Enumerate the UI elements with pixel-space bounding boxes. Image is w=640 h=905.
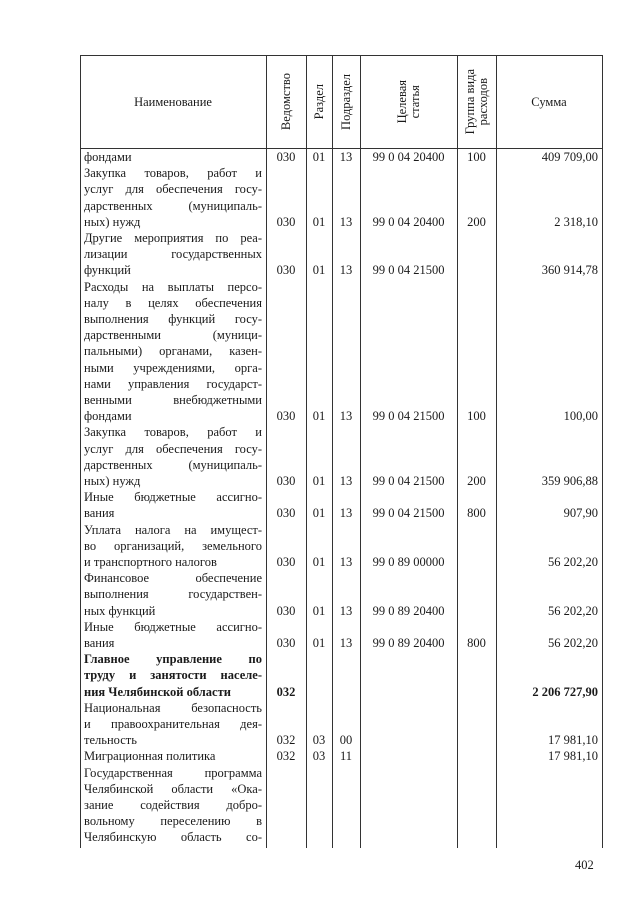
row-name-line: Национальная безопасность [84, 700, 262, 715]
row-ved: 030 [276, 150, 296, 164]
table-row [0, 700, 640, 749]
row-name-line: Челябинскую область со- [84, 830, 262, 845]
row-razd: 01 [312, 635, 326, 650]
table-row [0, 765, 640, 846]
row-name-line: дарственными (муници- [84, 328, 262, 343]
table-row [0, 279, 640, 425]
row-name-line: тельность [84, 733, 137, 748]
row-podr: 13 [339, 473, 353, 488]
row-ved: 032 [276, 749, 296, 764]
row-name-line: вания [84, 506, 115, 521]
table-row [0, 522, 640, 571]
row-name [84, 522, 262, 571]
row-name-line: ных функций [84, 603, 156, 618]
row-cel: 99 0 89 20400 [372, 603, 445, 618]
row-podr: 11 [339, 749, 353, 764]
row-name [84, 279, 262, 425]
row-razd: 01 [312, 214, 326, 229]
row-name-line: ных) нужд [84, 474, 141, 488]
row-sum: 360 914,78 [541, 263, 598, 278]
row-razd: 01 [312, 150, 326, 164]
header-name: Наименование [134, 94, 212, 109]
row-ved: 030 [276, 263, 296, 278]
row-razd: 01 [312, 409, 326, 424]
row-ved: 030 [276, 409, 296, 424]
row-grp: 800 [467, 635, 486, 650]
row-razd: 01 [312, 263, 326, 278]
row-podr: 13 [339, 506, 353, 521]
row-name-line: услуг для обеспечения госу- [84, 182, 262, 197]
table-row [0, 489, 640, 521]
row-name-line: нами управления государст- [84, 376, 262, 391]
row-name [84, 165, 262, 230]
row-name-line: дарственных (муниципаль- [84, 457, 262, 472]
header-razdel: Раздел [311, 83, 326, 120]
row-sum: 56 202,20 [548, 554, 598, 569]
row-podr: 13 [339, 263, 353, 278]
row-podr: 00 [339, 733, 353, 748]
row-name-line: Главное управление по [84, 652, 262, 667]
row-sum: 56 202,20 [548, 635, 598, 650]
row-name-line: Иные бюджетные ассигно- [84, 619, 262, 634]
header-summa: Сумма [531, 94, 567, 109]
row-sum: 17 981,10 [548, 733, 598, 748]
row-ved: 030 [276, 506, 296, 521]
row-podr: 13 [339, 635, 353, 650]
row-name [84, 230, 262, 279]
row-podr: 13 [339, 603, 353, 618]
row-name-line: вания [84, 636, 115, 650]
row-grp: 100 [467, 409, 486, 424]
row-name-line: функций [84, 263, 131, 278]
row-razd: 01 [312, 473, 326, 488]
row-podr: 13 [339, 214, 353, 229]
row-razd: 03 [312, 733, 326, 748]
row-sum: 56 202,20 [548, 603, 598, 618]
header-vedomstvo: Ведомство [278, 72, 293, 131]
row-name-line: и транспортного налогов [84, 555, 217, 569]
page-number: 402 [575, 858, 594, 872]
row-name-line: услуг для обеспечения госу- [84, 441, 262, 456]
row-name-line: налу в целях обеспечения [84, 295, 262, 310]
row-name-line: Уплата налога на имущест- [84, 522, 262, 537]
row-razd: 01 [312, 506, 326, 521]
row-ved: 032 [276, 684, 296, 699]
row-name-line: фондами [84, 150, 132, 164]
table-row [0, 748, 640, 764]
row-sum: 359 906,88 [541, 473, 598, 488]
row-name-line: и правоохранительная дея- [84, 717, 262, 731]
header-celevaya: Целевая статья [394, 79, 422, 124]
row-name-line: Миграционная политика [84, 749, 216, 764]
row-name-line: во организаций, земельного [84, 538, 262, 553]
row-name-line: Другие мероприятия по реа- [84, 231, 262, 245]
row-name-line: дарственных (муниципаль- [84, 198, 262, 213]
row-name [84, 765, 262, 846]
row-cel: 99 0 04 21500 [372, 409, 445, 424]
row-sum: 100,00 [563, 409, 598, 424]
row-name-line: Закупка товаров, работ и [84, 425, 262, 440]
row-grp: 200 [467, 214, 486, 229]
table-row [0, 149, 640, 165]
row-name [84, 149, 262, 165]
row-name-line: вольному переселению в [84, 814, 262, 829]
row-cel: 99 0 04 20400 [372, 150, 445, 164]
table-row [0, 424, 640, 489]
row-grp: 200 [467, 473, 486, 488]
row-name [84, 489, 262, 521]
row-name-line: лизации государственных [84, 247, 262, 262]
row-name [84, 700, 262, 749]
row-name-line: ных) нужд [84, 214, 141, 229]
row-name [84, 651, 262, 700]
row-ved: 030 [276, 603, 296, 618]
row-cel: 99 0 89 20400 [372, 635, 445, 650]
row-cel: 99 0 04 21500 [372, 263, 445, 278]
row-name-line: труду и занятости населе- [84, 668, 262, 683]
header-gruppa: Группа вида расходов [462, 68, 490, 135]
row-name [84, 619, 262, 651]
row-name-line: ными учреждениями, орга- [84, 360, 262, 375]
row-cel: 99 0 04 20400 [372, 214, 445, 229]
row-name-line: Иные бюджетные ассигно- [84, 490, 262, 505]
table-row [0, 651, 640, 700]
row-ved: 030 [276, 554, 296, 569]
row-name-line: ния Челябинской области [84, 684, 231, 699]
table-row [0, 570, 640, 619]
row-ved: 030 [276, 214, 296, 229]
row-name [84, 570, 262, 619]
row-sum: 2 318,10 [554, 214, 598, 229]
row-grp: 800 [467, 506, 486, 521]
row-name-line: Государственная программа [84, 765, 262, 780]
row-name-line: венными внебюджетными [84, 393, 262, 408]
row-ved: 030 [276, 635, 296, 650]
table-row [0, 619, 640, 651]
row-sum: 17 981,10 [548, 749, 598, 764]
header-podrazdel: Подраздел [338, 73, 353, 130]
row-podr: 13 [339, 150, 353, 164]
row-name-line: пальными) органами, казен- [84, 344, 262, 359]
row-ved: 032 [276, 733, 296, 748]
row-cel: 99 0 89 00000 [372, 554, 445, 569]
row-name-line: выполнения государствен- [84, 587, 262, 602]
row-podr: 13 [339, 554, 353, 569]
row-sum: 907,90 [563, 506, 598, 521]
row-sum: 2 206 727,90 [532, 684, 598, 699]
row-name-line: зание содействия добро- [84, 798, 262, 812]
row-name-line: Закупка товаров, работ и [84, 166, 262, 181]
row-razd: 03 [312, 749, 326, 764]
row-name-line: фондами [84, 409, 132, 424]
row-grp: 100 [467, 150, 486, 164]
table-row [0, 230, 640, 279]
row-ved: 030 [276, 473, 296, 488]
row-cel: 99 0 04 21500 [372, 506, 445, 521]
row-name-line: Челябинской области «Ока- [84, 781, 262, 796]
row-name-line: выполнения функций госу- [84, 312, 262, 326]
row-razd: 01 [312, 603, 326, 618]
row-cel: 99 0 04 21500 [372, 473, 445, 488]
row-razd: 01 [312, 554, 326, 569]
row-name-line: Расходы на выплаты персо- [84, 279, 262, 294]
row-name [84, 424, 262, 489]
row-name [84, 748, 262, 764]
row-sum: 409 709,00 [541, 150, 598, 164]
row-name-line: Финансовое обеспечение [84, 571, 262, 586]
table-row [0, 165, 640, 230]
row-podr: 13 [339, 409, 353, 424]
